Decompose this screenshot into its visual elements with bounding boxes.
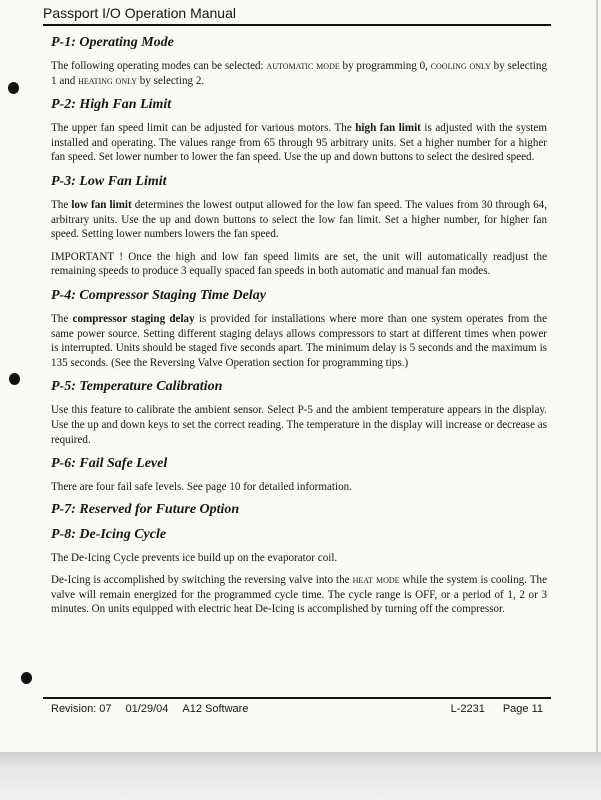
footer-software: A12 Software xyxy=(182,703,249,715)
text-run: The xyxy=(51,312,73,325)
section-heading-p1: P-1: Operating Mode xyxy=(51,35,174,50)
manual-title: Passport I/O Operation Manual xyxy=(43,5,236,21)
binder-hole xyxy=(8,82,19,94)
text-run: determines the lowest output allowed for the low fan speed. The values from 30 through 64, arbitrary units. Use the up and down buttons to select the low fan limit. Set a higher number, for higher fan speed. Setting lower numbers lowers the fan speed. xyxy=(51,198,547,241)
footer-rule xyxy=(43,697,551,699)
section-body-p1 xyxy=(51,59,547,88)
footer-revision: Revision: 07 xyxy=(51,703,112,715)
section-body-p2 xyxy=(51,121,547,165)
section-body-p4 xyxy=(51,312,547,370)
important-note: IMPORTANT ! Once the high and low fan speed limits are set, the unit will automatically readjust the remaining speeds to produce 3 equally spaced fan speeds in both automatic and manual fan modes. xyxy=(51,250,547,278)
term: compressor staging delay xyxy=(72,312,195,325)
footer-date: 01/29/04 xyxy=(125,703,169,715)
term: high fan limit xyxy=(355,122,421,135)
text-run: by selecting 1 and xyxy=(51,60,547,87)
text-run: is adjusted with the system installed and operating. The values range from 65 through 95 arbitrary units. Set a higher number for a higher fan speed. Set lower number to lower the fan speed. Use the up and down buttons to select the desired speed. xyxy=(51,122,547,164)
page-content xyxy=(51,34,547,625)
binder-hole xyxy=(9,373,20,385)
footer-page-number: Page 11 xyxy=(502,703,543,715)
text-run: while the system is cooling. The valve will remain energized for the programmed cycle time. The cycle range is OFF, or a period of 1, 2 or 3 minutes. On units equipped with electric heat De-Icing is accomplished by turning off the compressor. xyxy=(51,574,547,616)
section-body-p6: There are four fail safe levels. See page 10 for detailed information. xyxy=(51,481,352,494)
binder-hole xyxy=(21,672,32,684)
section-body-p8 xyxy=(51,573,547,617)
section-heading-p2: P-2: High Fan Limit xyxy=(51,97,172,113)
text-run: The xyxy=(51,198,72,211)
section-heading-p6: P-6: Fail Safe Level xyxy=(51,456,168,472)
section-heading-p7: P-7: Reserved for Future Option xyxy=(51,501,240,517)
scan-margin xyxy=(0,752,601,800)
term: low fan limit xyxy=(71,198,132,211)
section-heading-p4: P-4: Compressor Staging Time Delay xyxy=(51,287,266,303)
section-heading-p3: P-3: Low Fan Limit xyxy=(51,173,167,189)
text-run: The following operating modes can be selected: xyxy=(51,60,267,72)
text-run: by selecting 2. xyxy=(136,74,205,87)
text-run: De-Icing is accomplished by switching the reversing valve into the xyxy=(51,574,353,587)
section-body-p5: Use this feature to calibrate the ambient sensor. Select P-5 and the ambient temperature appears in the display. Use the up and down keys to set the correct reading. The temperature in the display will increase or decrease as required. xyxy=(51,404,547,446)
section-heading-p8: P-8: De-Icing Cycle xyxy=(51,526,167,542)
mode-name: heating only xyxy=(78,74,137,87)
mode-name: automatic mode xyxy=(266,60,340,72)
mode-name: heat mode xyxy=(352,574,400,587)
footer-left xyxy=(51,703,262,715)
text-run: The upper fan speed limit can be adjusted for various motors. The xyxy=(51,122,356,135)
section-heading-p5: P-5: Temperature Calibration xyxy=(51,379,223,395)
footer-doc-number: L-2231 xyxy=(450,703,485,715)
section-body-p8-intro: The De-Icing Cycle prevents ice build up on the evaporator coil. xyxy=(51,551,338,564)
header-rule xyxy=(43,24,551,26)
section-body-p3 xyxy=(51,198,547,242)
footer-right xyxy=(433,703,543,715)
text-run: by programming 0, xyxy=(339,60,431,72)
text-run: is provided for installations where more than one system operates from the same power source. Setting different staging delays allows compressors to start at different times when power is interrupted. Units should be staged five seconds apart. The minimum delay is 5 seconds and the maximum is 135 seconds. (See the Reversing Valve Operation section for programming tips.) xyxy=(51,312,548,369)
mode-name: cooling only xyxy=(430,60,491,72)
